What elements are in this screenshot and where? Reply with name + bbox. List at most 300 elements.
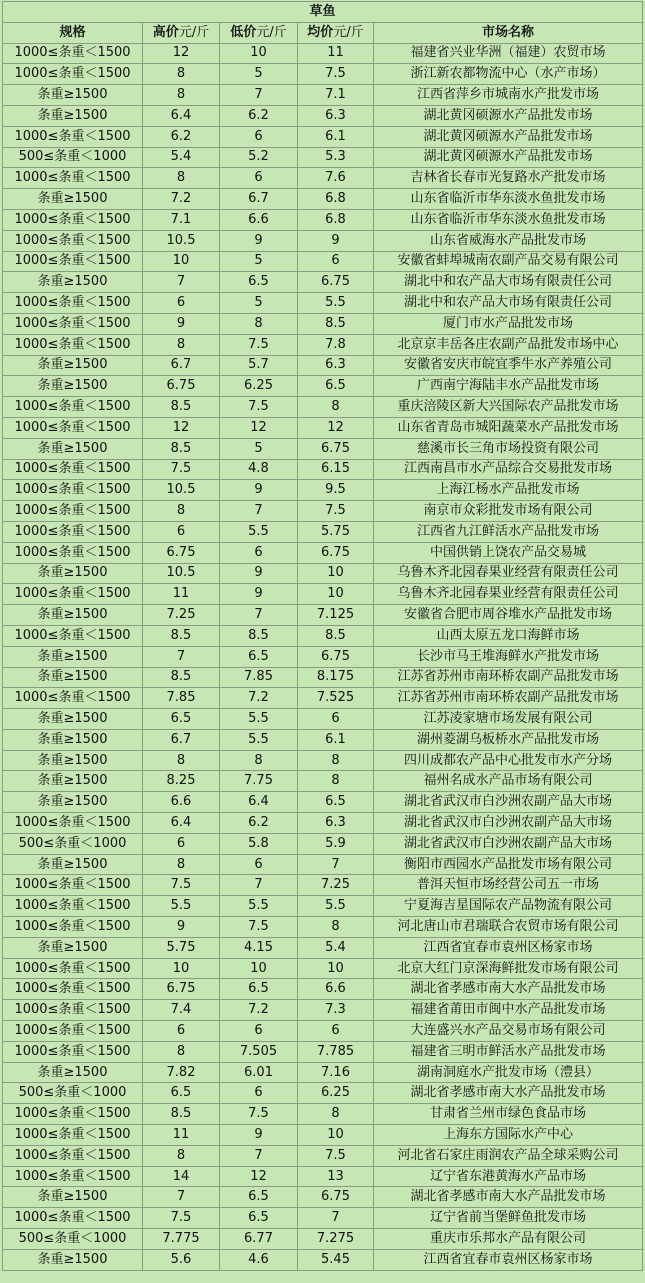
low-price-cell: 6.2: [220, 105, 298, 126]
avg-price-cell: 6.3: [298, 355, 374, 376]
high-price-cell: 6.7: [143, 729, 220, 750]
high-price-cell: 7.1: [143, 209, 220, 230]
spec-cell: 500≤条重＜1000: [3, 147, 143, 168]
table-title: 草鱼: [3, 2, 643, 23]
low-price-cell: 6: [220, 168, 298, 189]
market-cell: 乌鲁木齐北园春果业经营有限责任公司: [374, 584, 643, 605]
table-row: [3, 480, 643, 501]
low-price-cell: 5: [220, 293, 298, 314]
table-row: [3, 189, 643, 210]
low-price-cell: 10: [220, 43, 298, 64]
avg-price-cell: 7.125: [298, 605, 374, 626]
high-price-cell: 8: [143, 334, 220, 355]
spec-cell: 1000≤条重＜1500: [3, 875, 143, 896]
low-price-cell: 5.7: [220, 355, 298, 376]
table-row: [3, 667, 643, 688]
low-price-cell: 5.5: [220, 709, 298, 730]
market-cell: 湖北省武汉市白沙洲农副产品大市场: [374, 833, 643, 854]
table-row: [3, 272, 643, 293]
table-row: [3, 646, 643, 667]
low-price-cell: 6.6: [220, 209, 298, 230]
spec-cell: 1000≤条重＜1500: [3, 313, 143, 334]
market-cell: 山西太原五龙口海鲜市场: [374, 625, 643, 646]
spec-cell: 条重≥1500: [3, 792, 143, 813]
market-cell: 上海东方国际水产中心: [374, 1125, 643, 1146]
avg-price-cell: 10: [298, 1125, 374, 1146]
high-price-cell: 6: [143, 833, 220, 854]
market-cell: 安徽省蚌埠城南农副产品交易有限公司: [374, 251, 643, 272]
spec-cell: 1000≤条重＜1500: [3, 917, 143, 938]
spec-cell: 条重≥1500: [3, 105, 143, 126]
avg-price-cell: 9.5: [298, 480, 374, 501]
high-price-cell: 8.5: [143, 397, 220, 418]
high-price-cell: 8: [143, 1041, 220, 1062]
table-row: [3, 937, 643, 958]
market-cell: 辽宁省东港黄海水产品市场: [374, 1166, 643, 1187]
market-cell: 江苏省苏州市南环桥农副产品批发市场: [374, 667, 643, 688]
table-row: [3, 584, 643, 605]
avg-price-cell: 5.5: [298, 293, 374, 314]
low-price-cell: 6.5: [220, 272, 298, 293]
low-price-cell: 5.5: [220, 896, 298, 917]
title-row: [3, 2, 643, 23]
table-row: [3, 459, 643, 480]
high-price-cell: 6.4: [143, 813, 220, 834]
avg-price-cell: 8.175: [298, 667, 374, 688]
market-cell: 湖北省武汉市白沙洲农副产品大市场: [374, 813, 643, 834]
table-row: [3, 917, 643, 938]
high-price-cell: 10.5: [143, 480, 220, 501]
table-row: [3, 168, 643, 189]
avg-price-cell: 6.8: [298, 209, 374, 230]
avg-price-cell: 8.5: [298, 313, 374, 334]
spec-cell: 1000≤条重＜1500: [3, 397, 143, 418]
market-cell: 湖北黄冈硕源水产品批发市场: [374, 147, 643, 168]
high-price-cell: 8: [143, 64, 220, 85]
avg-price-cell: 5.3: [298, 147, 374, 168]
spec-cell: 条重≥1500: [3, 189, 143, 210]
low-price-cell: 12: [220, 417, 298, 438]
low-price-cell: 7.2: [220, 688, 298, 709]
table-row: [3, 792, 643, 813]
market-cell: 江苏凌家塘市场发展有限公司: [374, 709, 643, 730]
high-price-cell: 5.6: [143, 1249, 220, 1270]
table-row: [3, 293, 643, 314]
low-price-cell: 5: [220, 438, 298, 459]
table-row: [3, 1229, 643, 1250]
avg-price-cell: 6.15: [298, 459, 374, 480]
table-row: [3, 1104, 643, 1125]
avg-price-cell: 7.8: [298, 334, 374, 355]
low-price-cell: 6.5: [220, 1208, 298, 1229]
spec-cell: 条重≥1500: [3, 85, 143, 106]
low-price-cell: 7.2: [220, 1000, 298, 1021]
avg-price-cell: 11: [298, 43, 374, 64]
low-price-cell: 9: [220, 584, 298, 605]
high-price-cell: 6.2: [143, 126, 220, 147]
table-row: [3, 376, 643, 397]
spec-cell: 1000≤条重＜1500: [3, 459, 143, 480]
spec-cell: 1000≤条重＜1500: [3, 417, 143, 438]
market-cell: 衡阳市西园水产品批发市场有限公司: [374, 854, 643, 875]
spec-cell: 1000≤条重＜1500: [3, 958, 143, 979]
table-row: [3, 355, 643, 376]
market-cell: 山东省青岛市城阳蔬菜水产品批发市场: [374, 417, 643, 438]
avg-price-cell: 6.6: [298, 979, 374, 1000]
high-price-cell: 8.5: [143, 667, 220, 688]
high-price-cell: 10: [143, 958, 220, 979]
low-price-cell: 6: [220, 126, 298, 147]
market-cell: 山东省临沂市华东淡水鱼批发市场: [374, 209, 643, 230]
spec-cell: 条重≥1500: [3, 376, 143, 397]
table-row: [3, 1145, 643, 1166]
header-avg-label: 均价: [307, 24, 334, 40]
market-cell: 普洱天恒市场经营公司五一市场: [374, 875, 643, 896]
header-market: 市场名称: [374, 22, 643, 43]
spec-cell: 条重≥1500: [3, 667, 143, 688]
market-cell: 广西南宁海陆丰水产品批发市场: [374, 376, 643, 397]
avg-price-cell: 10: [298, 958, 374, 979]
low-price-cell: 5: [220, 64, 298, 85]
table-row: [3, 709, 643, 730]
header-avg: [298, 22, 374, 43]
table-row: [3, 875, 643, 896]
spec-cell: 1000≤条重＜1500: [3, 896, 143, 917]
market-cell: 湖北省孝感市南大水产品批发市场: [374, 979, 643, 1000]
avg-price-cell: 7.275: [298, 1229, 374, 1250]
high-price-cell: 10: [143, 251, 220, 272]
avg-price-cell: 8: [298, 397, 374, 418]
table-row: [3, 501, 643, 522]
low-price-cell: 4.6: [220, 1249, 298, 1270]
avg-price-cell: 5.45: [298, 1249, 374, 1270]
market-cell: 南京市众彩批发市场有限公司: [374, 501, 643, 522]
low-price-cell: 7.85: [220, 667, 298, 688]
market-cell: 重庆涪陵区新大兴国际农产品批发市场: [374, 397, 643, 418]
high-price-cell: 9: [143, 917, 220, 938]
avg-price-cell: 6.1: [298, 126, 374, 147]
table-row: [3, 771, 643, 792]
table-row: [3, 958, 643, 979]
spec-cell: 条重≥1500: [3, 1062, 143, 1083]
market-cell: 江苏省苏州市南环桥农副产品批发市场: [374, 688, 643, 709]
avg-price-cell: 7.5: [298, 64, 374, 85]
spec-cell: 1000≤条重＜1500: [3, 43, 143, 64]
low-price-cell: 6.5: [220, 1187, 298, 1208]
market-cell: 吉林省长春市光复路水产批发市场: [374, 168, 643, 189]
high-price-cell: 6.75: [143, 979, 220, 1000]
market-cell: 湖南洞庭水产批发市场（澧县）: [374, 1062, 643, 1083]
spec-cell: 条重≥1500: [3, 750, 143, 771]
avg-price-cell: 6.75: [298, 438, 374, 459]
spec-cell: 500≤条重＜1000: [3, 833, 143, 854]
avg-price-cell: 7.5: [298, 501, 374, 522]
avg-price-cell: 5.9: [298, 833, 374, 854]
market-cell: 安徽省安庆市皖宜季牛水产养殖公司: [374, 355, 643, 376]
market-cell: 福建省三明市鲜活水产品批发市场: [374, 1041, 643, 1062]
high-price-cell: 6.6: [143, 792, 220, 813]
high-price-cell: 6: [143, 293, 220, 314]
avg-price-cell: 7: [298, 1208, 374, 1229]
avg-price-cell: 12: [298, 417, 374, 438]
high-price-cell: 11: [143, 1125, 220, 1146]
avg-price-cell: 5.75: [298, 521, 374, 542]
table-row: [3, 688, 643, 709]
table-row: [3, 147, 643, 168]
table-row: [3, 542, 643, 563]
spec-cell: 条重≥1500: [3, 1187, 143, 1208]
table-row: [3, 85, 643, 106]
low-price-cell: 9: [220, 563, 298, 584]
low-price-cell: 6.7: [220, 189, 298, 210]
high-price-cell: 7.85: [143, 688, 220, 709]
market-cell: 中国供销上饶农产品交易城: [374, 542, 643, 563]
spec-cell: 1000≤条重＜1500: [3, 64, 143, 85]
low-price-cell: 6.01: [220, 1062, 298, 1083]
low-price-cell: 7: [220, 605, 298, 626]
table-row: [3, 813, 643, 834]
spec-cell: 1000≤条重＜1500: [3, 230, 143, 251]
high-price-cell: 8: [143, 85, 220, 106]
high-price-cell: 5.75: [143, 937, 220, 958]
avg-price-cell: 5.5: [298, 896, 374, 917]
spec-cell: 条重≥1500: [3, 355, 143, 376]
high-price-cell: 11: [143, 584, 220, 605]
avg-price-cell: 6.8: [298, 189, 374, 210]
high-price-cell: 8: [143, 854, 220, 875]
spec-cell: 条重≥1500: [3, 272, 143, 293]
market-cell: 江西省宜春市袁州区杨家市场: [374, 1249, 643, 1270]
high-price-cell: 6.75: [143, 376, 220, 397]
low-price-cell: 7: [220, 85, 298, 106]
high-price-cell: 7: [143, 646, 220, 667]
high-price-cell: 7: [143, 272, 220, 293]
spec-cell: 500≤条重＜1000: [3, 1083, 143, 1104]
spec-cell: 1000≤条重＜1500: [3, 813, 143, 834]
low-price-cell: 7.75: [220, 771, 298, 792]
spec-cell: 1000≤条重＜1500: [3, 168, 143, 189]
avg-price-cell: 7.5: [298, 1145, 374, 1166]
table-row: [3, 1187, 643, 1208]
table-row: [3, 854, 643, 875]
market-cell: 大连盛兴水产品交易市场有限公司: [374, 1021, 643, 1042]
market-cell: 河北省石家庄雨润农产品全球采购公司: [374, 1145, 643, 1166]
avg-price-cell: 6.3: [298, 105, 374, 126]
low-price-cell: 7.5: [220, 334, 298, 355]
market-cell: 福建省莆田市闽中水产品批发市场: [374, 1000, 643, 1021]
market-cell: 甘肃省兰州市绿色食品市场: [374, 1104, 643, 1125]
table-row: [3, 750, 643, 771]
avg-price-cell: 6: [298, 251, 374, 272]
avg-price-cell: 8: [298, 750, 374, 771]
market-cell: 江西南昌市水产品综合交易批发市场: [374, 459, 643, 480]
high-price-cell: 8.5: [143, 1104, 220, 1125]
market-cell: 湖北中和农产品大市场有限责任公司: [374, 272, 643, 293]
market-cell: 北京京丰岳各庄农副产品批发市场中心: [374, 334, 643, 355]
spec-cell: 1000≤条重＜1500: [3, 126, 143, 147]
low-price-cell: 6.25: [220, 376, 298, 397]
high-price-cell: 6.75: [143, 542, 220, 563]
market-cell: 重庆市乐邦水产品有限公司: [374, 1229, 643, 1250]
table-row: [3, 438, 643, 459]
spec-cell: 1000≤条重＜1500: [3, 1104, 143, 1125]
low-price-cell: 4.8: [220, 459, 298, 480]
spec-cell: 条重≥1500: [3, 709, 143, 730]
market-cell: 上海江杨水产品批发市场: [374, 480, 643, 501]
spec-cell: 1000≤条重＜1500: [3, 1145, 143, 1166]
header-low-label: 低价: [230, 24, 257, 40]
low-price-cell: 6: [220, 542, 298, 563]
low-price-cell: 6: [220, 1083, 298, 1104]
avg-price-cell: 8: [298, 1104, 374, 1125]
table-row: [3, 417, 643, 438]
spec-cell: 条重≥1500: [3, 771, 143, 792]
high-price-cell: 8.25: [143, 771, 220, 792]
spec-cell: 条重≥1500: [3, 1249, 143, 1270]
low-price-cell: 6.2: [220, 813, 298, 834]
high-price-cell: 7.5: [143, 459, 220, 480]
avg-price-cell: 6.75: [298, 272, 374, 293]
avg-price-cell: 6.3: [298, 813, 374, 834]
table-row: [3, 126, 643, 147]
header-high: [143, 22, 220, 43]
avg-price-cell: 13: [298, 1166, 374, 1187]
avg-price-cell: 7.6: [298, 168, 374, 189]
spec-cell: 500≤条重＜1000: [3, 1229, 143, 1250]
low-price-cell: 7: [220, 875, 298, 896]
avg-price-cell: 6.75: [298, 542, 374, 563]
table-row: [3, 729, 643, 750]
high-price-cell: 8.5: [143, 438, 220, 459]
table-row: [3, 833, 643, 854]
high-price-cell: 7.25: [143, 605, 220, 626]
header-high-label: 高价: [152, 24, 179, 40]
market-cell: 湖北黄冈硕源水产品批发市场: [374, 105, 643, 126]
market-cell: 北京大红门京深海鲜批发市场有限公司: [374, 958, 643, 979]
avg-price-cell: 7.16: [298, 1062, 374, 1083]
spec-cell: 1000≤条重＜1500: [3, 1041, 143, 1062]
high-price-cell: 9: [143, 313, 220, 334]
high-price-cell: 8: [143, 750, 220, 771]
table-row: [3, 313, 643, 334]
table-row: [3, 334, 643, 355]
low-price-cell: 5: [220, 251, 298, 272]
market-cell: 山东省威海水产品批发市场: [374, 230, 643, 251]
high-price-cell: 10.5: [143, 563, 220, 584]
avg-price-cell: 6.5: [298, 376, 374, 397]
high-price-cell: 7: [143, 1187, 220, 1208]
spec-cell: 1000≤条重＜1500: [3, 1021, 143, 1042]
spec-cell: 1000≤条重＜1500: [3, 688, 143, 709]
table-body: [3, 43, 643, 1270]
market-cell: 福建省兴业华洲（福建）农贸市场: [374, 43, 643, 64]
low-price-cell: 4.15: [220, 937, 298, 958]
avg-price-cell: 6.1: [298, 729, 374, 750]
low-price-cell: 6.5: [220, 646, 298, 667]
table-row: [3, 1083, 643, 1104]
spec-cell: 1000≤条重＜1500: [3, 293, 143, 314]
spec-cell: 条重≥1500: [3, 605, 143, 626]
spec-cell: 1000≤条重＜1500: [3, 542, 143, 563]
spec-cell: 1000≤条重＜1500: [3, 209, 143, 230]
table-row: [3, 1125, 643, 1146]
high-price-cell: 12: [143, 417, 220, 438]
market-cell: 慈溪市长三角市场投资有限公司: [374, 438, 643, 459]
table-row: [3, 209, 643, 230]
low-price-cell: 7: [220, 1145, 298, 1166]
market-cell: 乌鲁木齐北园春果业经营有限责任公司: [374, 563, 643, 584]
avg-price-cell: 6.75: [298, 646, 374, 667]
header-spec: 规格: [3, 22, 143, 43]
table-row: [3, 563, 643, 584]
table-row: [3, 625, 643, 646]
market-cell: 浙江新农都物流中心（水产市场）: [374, 64, 643, 85]
spec-cell: 1000≤条重＜1500: [3, 1000, 143, 1021]
spec-cell: 1000≤条重＜1500: [3, 480, 143, 501]
market-cell: 湖北省孝感市南大水产品批发市场: [374, 1187, 643, 1208]
high-price-cell: 7.2: [143, 189, 220, 210]
avg-price-cell: 7.1: [298, 85, 374, 106]
high-price-cell: 8: [143, 168, 220, 189]
avg-price-cell: 6: [298, 1021, 374, 1042]
avg-price-cell: 7.3: [298, 1000, 374, 1021]
avg-price-cell: 6.75: [298, 1187, 374, 1208]
high-price-cell: 6: [143, 1021, 220, 1042]
table-row: [3, 1208, 643, 1229]
avg-price-cell: 9: [298, 230, 374, 251]
avg-price-cell: 10: [298, 563, 374, 584]
high-price-cell: 7.5: [143, 875, 220, 896]
low-price-cell: 8.5: [220, 625, 298, 646]
low-price-cell: 7.5: [220, 917, 298, 938]
header-high-unit: 元/斤: [178, 24, 210, 40]
avg-price-cell: 8.5: [298, 625, 374, 646]
avg-price-cell: 8: [298, 917, 374, 938]
high-price-cell: 7.775: [143, 1229, 220, 1250]
spec-cell: 条重≥1500: [3, 646, 143, 667]
price-table: [2, 1, 643, 1271]
table-row: [3, 1041, 643, 1062]
avg-price-cell: 6.25: [298, 1083, 374, 1104]
low-price-cell: 5.2: [220, 147, 298, 168]
low-price-cell: 6.77: [220, 1229, 298, 1250]
low-price-cell: 9: [220, 230, 298, 251]
market-cell: 安徽省合肥市周谷堆水产品批发市场: [374, 605, 643, 626]
spec-cell: 1000≤条重＜1500: [3, 979, 143, 1000]
high-price-cell: 6.4: [143, 105, 220, 126]
header-low: [220, 22, 298, 43]
spec-cell: 1000≤条重＜1500: [3, 1166, 143, 1187]
low-price-cell: 7.505: [220, 1041, 298, 1062]
spec-cell: 条重≥1500: [3, 854, 143, 875]
high-price-cell: 8: [143, 501, 220, 522]
table-row: [3, 605, 643, 626]
low-price-cell: 7.5: [220, 397, 298, 418]
low-price-cell: 7.5: [220, 1104, 298, 1125]
table-row: [3, 64, 643, 85]
spec-cell: 1000≤条重＜1500: [3, 334, 143, 355]
avg-price-cell: 5.4: [298, 937, 374, 958]
avg-price-cell: 10: [298, 584, 374, 605]
low-price-cell: 5.5: [220, 521, 298, 542]
low-price-cell: 8: [220, 750, 298, 771]
low-price-cell: 8: [220, 313, 298, 334]
spec-cell: 条重≥1500: [3, 937, 143, 958]
high-price-cell: 5.4: [143, 147, 220, 168]
spec-cell: 条重≥1500: [3, 438, 143, 459]
low-price-cell: 6.5: [220, 979, 298, 1000]
spec-cell: 1000≤条重＜1500: [3, 251, 143, 272]
